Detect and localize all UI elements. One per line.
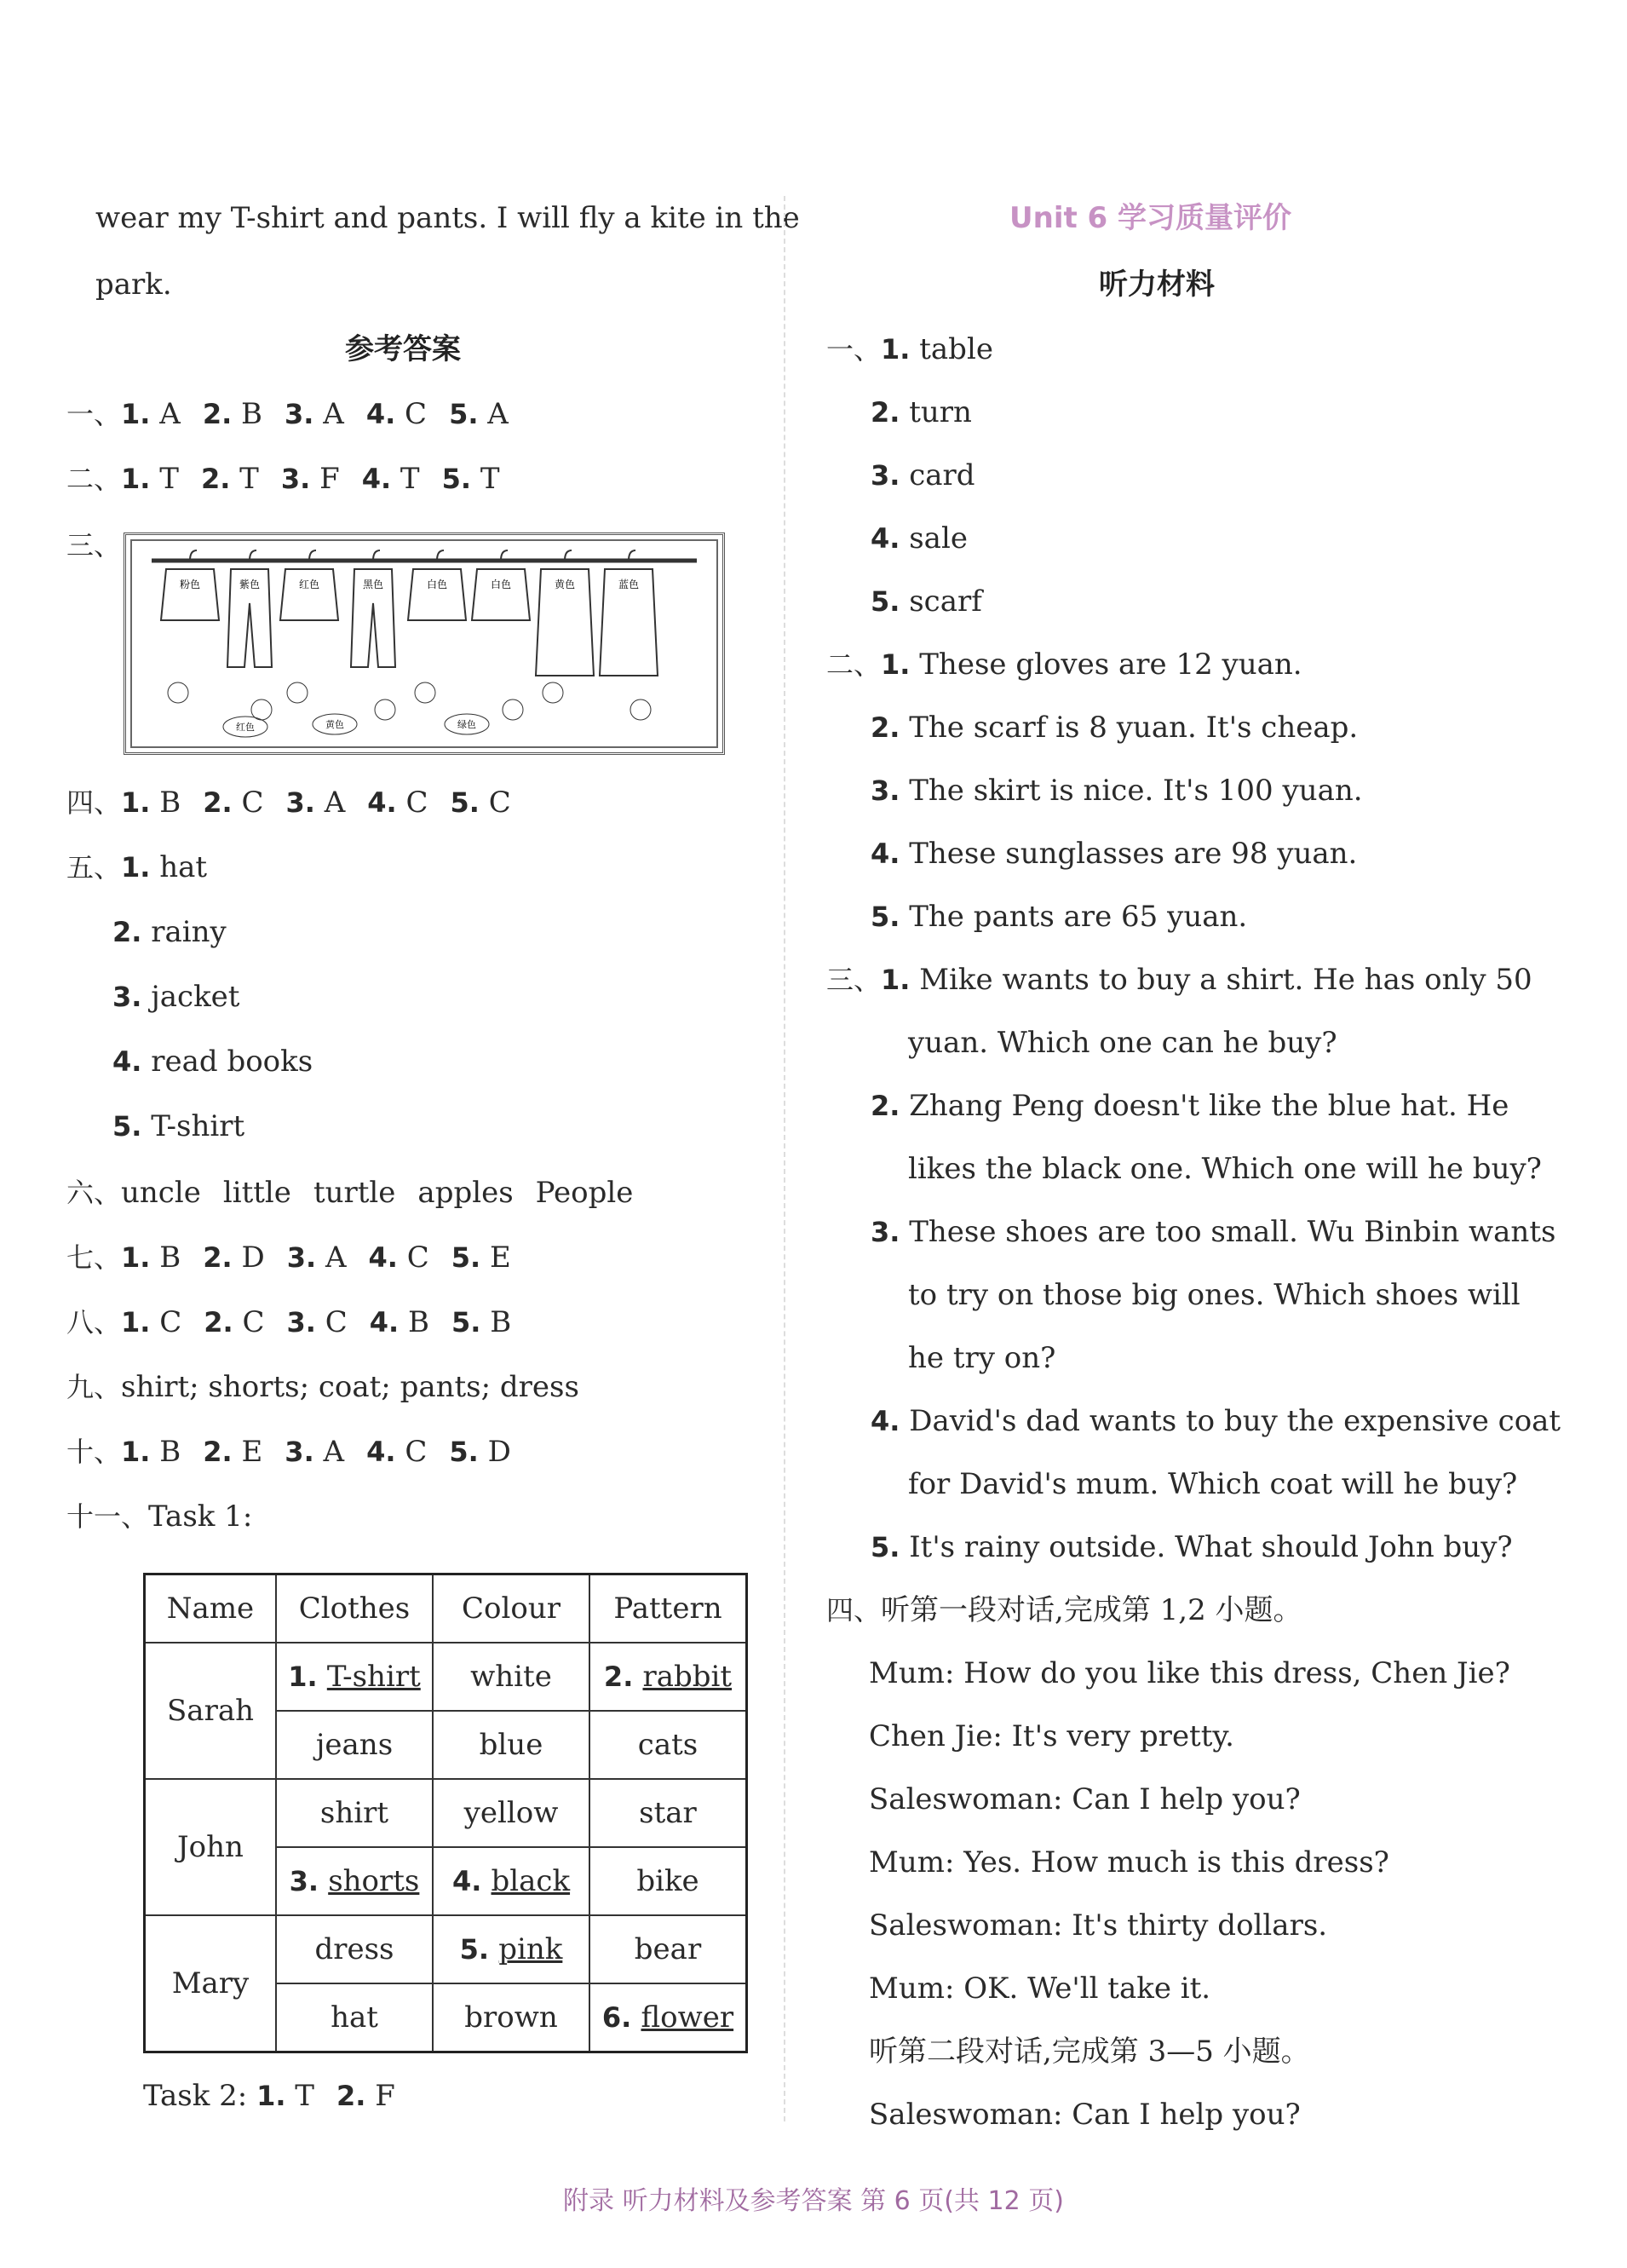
item-text: These sunglasses are 98 yuan. — [900, 837, 1358, 871]
table-row — [145, 1915, 747, 1983]
item-answer: T-shirt — [141, 1109, 245, 1143]
floor-item-label: 绿色 — [457, 719, 476, 730]
cell-value: shirt — [319, 1796, 389, 1830]
item-answer: T — [230, 462, 259, 496]
item-number: 3. — [285, 786, 315, 819]
cell-number: 6. — [601, 2001, 641, 2034]
hanging-garment — [351, 550, 395, 720]
listening-line — [869, 1782, 1301, 1816]
smiley-icon — [168, 682, 188, 703]
item-answer: T — [471, 462, 500, 496]
q9-label: 九、 — [66, 1371, 122, 1403]
listening-line — [908, 1467, 1517, 1501]
hanging-garment — [600, 550, 658, 720]
item-number: 4. — [871, 838, 900, 870]
garment-colour-label: 黄色 — [554, 579, 576, 590]
cell-value: black — [491, 1864, 571, 1898]
listening-line — [908, 1026, 1337, 1060]
item-number: 1. — [121, 851, 151, 884]
listening-line — [871, 1530, 1513, 1564]
garment-colour-label: 蓝色 — [618, 579, 640, 590]
item-number: 5. — [871, 901, 900, 933]
item-answer: jacket — [141, 980, 240, 1014]
item-answer: hat — [150, 850, 208, 884]
hanging-garment — [280, 550, 338, 703]
table-cell — [589, 1711, 747, 1779]
smiley-icon — [375, 699, 395, 720]
listening-line — [871, 1404, 1561, 1438]
answer-line — [112, 980, 239, 1014]
answer-row-11 — [66, 1500, 252, 1534]
table-cell — [433, 1983, 589, 2052]
cell-number: 1. — [288, 1661, 327, 1693]
item-answer: C — [233, 1305, 265, 1339]
table-cell — [276, 1915, 433, 1983]
section-label: 一、 — [826, 333, 882, 366]
item-text: Mike wants to buy a shirt. He has only 50 — [910, 963, 1532, 997]
item-answer: T — [391, 462, 420, 496]
floor-item — [313, 714, 357, 734]
q9-text: shirt; shorts; coat; pants; dress — [121, 1370, 579, 1404]
item-number: 5. — [450, 786, 480, 819]
listening-line — [826, 1593, 1302, 1627]
clothes-rack-figure — [124, 532, 725, 755]
listening-line — [869, 1908, 1327, 1943]
table-cell — [433, 1847, 589, 1915]
item-text: Saleswoman: Can I help you? — [869, 1782, 1301, 1816]
smiley-icon — [630, 699, 651, 720]
table-cell — [276, 1643, 433, 1711]
cell-value: bear — [634, 1932, 702, 1966]
section-label: 四、 — [826, 1594, 882, 1626]
item-text: to try on those big ones. Which shoes will — [908, 1278, 1521, 1312]
answer-row-8 — [66, 1305, 511, 1339]
item-answer: C — [395, 1435, 428, 1469]
listening-line — [908, 1341, 1055, 1375]
cell-number: 2. — [603, 1661, 643, 1693]
item-number: 5. — [451, 1241, 481, 1274]
item-text: turn — [900, 395, 972, 429]
answers-title: 参考答案 — [345, 332, 461, 366]
floor-item-label: 黄色 — [325, 719, 344, 730]
item-number: 2. — [871, 1090, 900, 1122]
smiley-icon — [415, 682, 435, 703]
hanging-garment — [408, 550, 466, 703]
answer-row-10 — [66, 1435, 511, 1469]
answer-row-5 — [66, 850, 207, 884]
item-number: 1. — [121, 1306, 151, 1338]
garment-colour-label: 紫色 — [239, 579, 261, 590]
hanging-garment — [472, 550, 530, 720]
item-text: These shoes are too small. Wu Binbin wants — [900, 1215, 1556, 1249]
item-number: 3. — [871, 1216, 900, 1248]
table-cell — [276, 1983, 433, 2052]
floor-item — [445, 714, 489, 734]
name-cell: John — [145, 1779, 277, 1915]
question-label: 十、 — [66, 1436, 122, 1468]
item-text: These gloves are 12 yuan. — [910, 648, 1302, 682]
item-number: 1. — [121, 786, 151, 819]
item-answer: rainy — [141, 915, 227, 949]
item-text: yuan. Which one can he buy? — [908, 1026, 1337, 1060]
table-cell — [589, 1779, 747, 1847]
unit-title: Unit 6 学习质量评价 — [1009, 201, 1292, 235]
item-text: David's dad wants to buy the expensive coat — [900, 1404, 1561, 1438]
item-number: 3. — [112, 981, 142, 1013]
listening-line — [869, 1845, 1389, 1879]
listening-line — [908, 1152, 1542, 1186]
listening-line — [871, 900, 1247, 934]
item-number: 3. — [280, 463, 311, 495]
item-answer: E — [480, 1240, 511, 1275]
listening-line — [871, 1089, 1509, 1123]
item-number: 5. — [449, 1436, 479, 1468]
item-number: 2. — [203, 1436, 233, 1468]
cell-value: flower — [641, 2000, 734, 2035]
item-text: table — [910, 332, 993, 366]
cell-value: shorts — [328, 1864, 420, 1898]
cell-value: star — [639, 1796, 697, 1830]
item-number: 5. — [112, 1110, 142, 1143]
smiley-icon — [543, 682, 563, 703]
item-number: 4. — [366, 1436, 396, 1468]
item-answer: C — [315, 1305, 348, 1339]
word: apples — [417, 1176, 514, 1210]
item-number: 2. — [112, 916, 142, 948]
listening-line — [826, 963, 1532, 997]
table-cell — [433, 1643, 589, 1711]
item-answer: C — [150, 1305, 182, 1339]
item-number: 3. — [285, 1436, 314, 1468]
item-answer: read books — [141, 1045, 313, 1079]
table-cell — [276, 1711, 433, 1779]
intro-line: park. — [95, 268, 172, 302]
cell-value: jeans — [315, 1728, 394, 1762]
listening-line — [869, 1656, 1510, 1690]
table-header-cell: Pattern — [589, 1574, 747, 1643]
task1-label: Task 1: — [148, 1500, 253, 1534]
item-text: scarf — [900, 584, 982, 619]
garment-colour-label: 粉色 — [179, 579, 201, 590]
task2-row — [143, 2079, 395, 2113]
hanging-garment — [536, 550, 594, 703]
cell-value: rabbit — [642, 1660, 733, 1694]
item-text: Mum: OK. We'll take it. — [869, 1972, 1211, 2006]
answer-row-4 — [66, 786, 511, 820]
listening-line — [871, 837, 1357, 871]
smiley-icon — [287, 682, 308, 703]
table-cell — [589, 1915, 747, 1983]
page-footer: 附录 听力材料及参考答案 第 6 页(共 12 页) — [563, 2186, 1064, 2216]
cell-number: 3. — [289, 1865, 329, 1897]
item-text: 听第一段对话,完成第 1,2 小题。 — [881, 1593, 1302, 1627]
item-answer: C — [397, 1240, 429, 1275]
table-header-cell: Clothes — [276, 1574, 433, 1643]
q11-label: 十一、 — [66, 1500, 149, 1533]
item-number: 3. — [871, 459, 900, 492]
task2-label: Task 2: — [143, 2079, 257, 2113]
item-answer: D — [478, 1435, 511, 1469]
section-label: 三、 — [826, 964, 882, 996]
garment-colour-label: 红色 — [298, 579, 320, 590]
item-text: sale — [900, 521, 968, 555]
answer-row-9 — [66, 1370, 579, 1404]
section-title: 听力材料 — [1099, 268, 1215, 302]
table-cell — [276, 1779, 433, 1847]
table-cell — [589, 1983, 747, 2052]
answer-row-6 — [66, 1176, 633, 1210]
item-text: Zhang Peng doesn't like the blue hat. He — [900, 1089, 1509, 1123]
item-text: he try on? — [908, 1341, 1056, 1375]
q3-label: 三、 — [66, 529, 122, 561]
item-number: 3. — [286, 1306, 316, 1338]
item-number: 2. — [202, 398, 233, 430]
answer-row-7 — [66, 1240, 511, 1275]
item-number: 1. — [121, 1436, 151, 1468]
cell-value: cats — [637, 1728, 699, 1762]
item-number: 3. — [871, 774, 900, 807]
question-label: 二、 — [66, 463, 122, 495]
cell-value: hat — [331, 2000, 378, 2035]
table-row — [145, 1643, 747, 1711]
item-answer: T — [150, 462, 179, 496]
item-number: 1. — [256, 2080, 286, 2112]
garment-colour-label: 白色 — [426, 579, 448, 590]
item-text: The skirt is nice. It's 100 yuan. — [900, 774, 1363, 808]
item-number: 1. — [881, 333, 911, 366]
item-answer: A — [316, 1240, 347, 1275]
item-answer: B — [399, 1305, 429, 1339]
item-text: The pants are 65 yuan. — [900, 900, 1248, 934]
item-number: 4. — [367, 786, 397, 819]
table-row — [145, 1779, 747, 1847]
item-answer: B — [150, 786, 181, 820]
item-number: 5. — [871, 1531, 900, 1563]
item-answer: A — [313, 1435, 345, 1469]
item-number: 4. — [361, 463, 392, 495]
word: uncle — [121, 1176, 201, 1210]
item-text: 听第二段对话,完成第 3—5 小题。 — [869, 2035, 1310, 2069]
answer-line — [112, 915, 227, 949]
item-number: 2. — [336, 2080, 366, 2112]
question-label: 一、 — [66, 398, 122, 430]
item-answer: C — [232, 786, 264, 820]
item-number: 2. — [204, 1306, 233, 1338]
hanging-garment — [161, 550, 219, 703]
question-label: 六、 — [66, 1177, 122, 1209]
item-number: 2. — [200, 463, 231, 495]
listening-line — [871, 1215, 1555, 1249]
cell-value: yellow — [463, 1796, 559, 1830]
word: little — [222, 1176, 291, 1210]
table-cell — [589, 1847, 747, 1915]
item-text: for David's mum. Which coat will he buy? — [908, 1467, 1518, 1501]
cell-number: 5. — [459, 1933, 499, 1966]
item-number: 4. — [368, 1241, 398, 1274]
item-number: 3. — [286, 1241, 317, 1274]
item-answer: A — [150, 397, 181, 431]
item-answer: B — [480, 1305, 512, 1339]
item-answer: C — [395, 397, 428, 431]
word: People — [535, 1176, 634, 1210]
item-number: 3. — [285, 398, 314, 430]
item-text: Mum: Yes. How much is this dress? — [869, 1845, 1389, 1879]
item-answer: B — [150, 1240, 181, 1275]
item-number: 4. — [871, 522, 900, 555]
item-number: 4. — [112, 1045, 142, 1078]
item-number: 4. — [369, 1306, 400, 1338]
listening-line — [908, 1278, 1521, 1312]
item-answer: F — [365, 2079, 395, 2113]
item-number: 5. — [441, 463, 472, 495]
item-text: Mum: How do you like this dress, Chen Jie? — [869, 1656, 1510, 1690]
item-number: 2. — [871, 396, 900, 429]
cell-value: T-shirt — [326, 1660, 421, 1694]
item-number: 1. — [121, 398, 151, 430]
section-label: 二、 — [826, 648, 882, 681]
cell-value: bike — [636, 1864, 699, 1898]
item-number: 5. — [451, 1306, 481, 1338]
garment-colour-label: 黑色 — [362, 579, 384, 590]
question-label: 七、 — [66, 1241, 122, 1274]
listening-line — [869, 1719, 1234, 1753]
item-text: Chen Jie: It's very pretty. — [869, 1719, 1234, 1753]
item-number: 1. — [881, 964, 911, 996]
item-number: 2. — [203, 786, 233, 819]
item-answer: D — [232, 1240, 265, 1275]
name-cell: Sarah — [145, 1643, 277, 1779]
garment-colour-label: 白色 — [490, 579, 512, 590]
smiley-icon — [503, 699, 523, 720]
item-number: 2. — [871, 711, 900, 744]
cell-value: white — [470, 1660, 552, 1694]
listening-line — [871, 584, 982, 619]
answer-line — [112, 1109, 244, 1143]
item-answer: A — [313, 397, 344, 431]
question-label: 四、 — [66, 786, 122, 819]
item-answer: C — [396, 786, 428, 820]
listening-line — [871, 458, 975, 492]
floor-item-label: 红色 — [236, 722, 255, 733]
item-text: It's rainy outside. What should John buy? — [900, 1530, 1513, 1564]
question-label: 八、 — [66, 1306, 122, 1338]
table-header-cell: Name — [145, 1574, 277, 1643]
table-cell — [589, 1643, 747, 1711]
item-answer: A — [314, 786, 346, 820]
listening-line — [871, 774, 1363, 808]
listening-line — [869, 1972, 1210, 2006]
item-text: The scarf is 8 yuan. It's cheap. — [900, 711, 1359, 745]
cell-value: blue — [479, 1728, 543, 1762]
cell-value: pink — [498, 1932, 563, 1966]
item-number: 5. — [871, 585, 900, 618]
item-number: 4. — [365, 398, 396, 430]
item-answer: F — [310, 462, 340, 496]
table-header-cell: Colour — [433, 1574, 589, 1643]
item-text: Saleswoman: Can I help you? — [869, 2098, 1301, 2132]
cell-number: 4. — [451, 1865, 492, 1897]
listening-line — [869, 2098, 1301, 2132]
answer-row-1 — [66, 397, 509, 431]
item-answer: E — [232, 1435, 263, 1469]
listening-line — [826, 332, 993, 366]
table-cell — [433, 1915, 589, 1983]
table-cell — [276, 1847, 433, 1915]
item-answer: C — [479, 786, 511, 820]
cell-value: dress — [314, 1932, 394, 1966]
listening-line — [871, 711, 1358, 745]
item-number: 1. — [121, 1241, 151, 1274]
item-answer: A — [478, 397, 509, 431]
answer-table — [143, 1573, 748, 2053]
item-text: Saleswoman: It's thirty dollars. — [869, 1908, 1328, 1943]
listening-line — [871, 521, 968, 555]
smiley-icon — [251, 699, 272, 720]
item-number: 1. — [881, 648, 911, 681]
answer-row-2 — [66, 462, 500, 496]
item-answer: T — [285, 2079, 314, 2113]
answer-line — [112, 1045, 313, 1079]
cell-value: brown — [464, 2000, 558, 2035]
hanging-garment — [227, 550, 272, 720]
listening-line — [826, 648, 1302, 682]
name-cell: Mary — [145, 1915, 277, 2052]
item-text: likes the black one. Which one will he buy? — [908, 1152, 1542, 1186]
table-header-row — [145, 1574, 747, 1643]
question-label: 五、 — [66, 851, 122, 884]
item-answer: B — [150, 1435, 181, 1469]
item-answer: B — [232, 397, 263, 431]
listening-line — [871, 395, 972, 429]
column-divider — [784, 196, 785, 2121]
word: turtle — [313, 1176, 396, 1210]
intro-line: wear my T-shirt and pants. I will fly a kite in the — [95, 201, 800, 235]
item-number: 2. — [203, 1241, 233, 1274]
table-cell — [433, 1711, 589, 1779]
floor-item — [223, 717, 267, 737]
item-number: 5. — [449, 398, 479, 430]
item-number: 4. — [871, 1405, 900, 1437]
item-text: card — [900, 458, 975, 492]
listening-line — [869, 2035, 1310, 2069]
item-number: 1. — [121, 463, 151, 495]
table-cell — [433, 1779, 589, 1847]
